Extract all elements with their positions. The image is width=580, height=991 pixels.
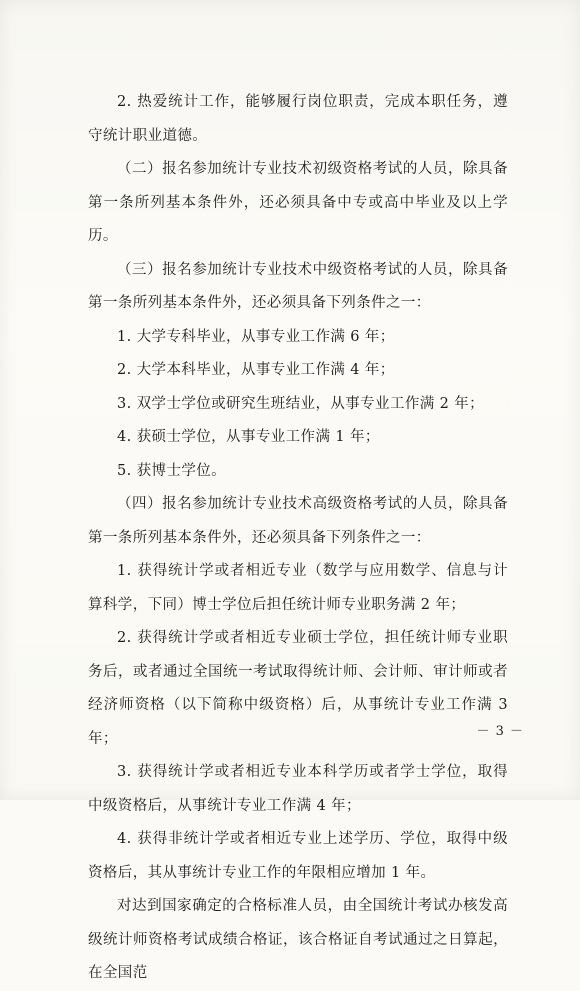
list-item-intermediate-1: 1. 大学专科毕业，从事专业工作满 6 年； [117,328,395,345]
page-number: － 3 － [476,724,524,739]
list-item-intermediate-3: 3. 双学士学位或研究生班结业，从事专业工作满 2 年； [117,395,485,412]
document-body [88,86,508,991]
paragraph-senior-exam: （四）报名参加统计专业技术高级资格考试的人员，除具备第一条所列基本条件外，还必须具备下列条件之一： [88,496,508,546]
paragraph-certificate: 对达到国家确定的合格标准人员，由全国统计考试办核发高级统计师资格考试成绩合格证，该合格证自考试通过之日算起，在全国范 [88,898,508,981]
list-item-senior-4: 4. 获得非统计学或者相近专业上述学历、学位，取得中级资格后，其从事统计专业工作的年限相应增加 1 年。 [88,831,508,881]
list-item-senior-1: 1. 获得统计学或者相近专业（数学与应用数学、信息与计算科学，下同）博士学位后担任统计师专业职务满 2 年； [88,563,508,613]
list-item-intermediate-2: 2. 大学本科毕业，从事专业工作满 4 年； [117,362,395,378]
list-item-senior-2: 2. 获得统计学或者相近专业硕士学位，担任统计师专业职务后，或者通过全国统一考试取得统计师、会计师、审计师或者经济师资格（以下简称中级资格）后，从事统计专业工作满 3 年； [88,630,508,747]
list-item-intermediate-4: 4. 获硕士学位，从事专业工作满 1 年； [117,429,380,445]
paragraph-junior-exam: （二）报名参加统计专业技术初级资格考试的人员，除具备第一条所列基本条件外，还必须具备中专或高中毕业及以上学历。 [88,161,508,244]
paragraph-intermediate-exam: （三）报名参加统计专业技术中级资格考试的人员，除具备第一条所列基本条件外，还必须具备下列条件之一： [88,261,508,311]
list-item-senior-3: 3. 获得统计学或者相近专业本科学历或者学士学位，取得中级资格后，从事统计专业工作满 4 年； [88,764,508,814]
paragraph-requirement-2: 2. 热爱统计工作，能够履行岗位职责，完成本职任务，遵守统计职业道德。 [88,94,508,144]
list-item-intermediate-5: 5. 获博士学位。 [117,462,227,479]
